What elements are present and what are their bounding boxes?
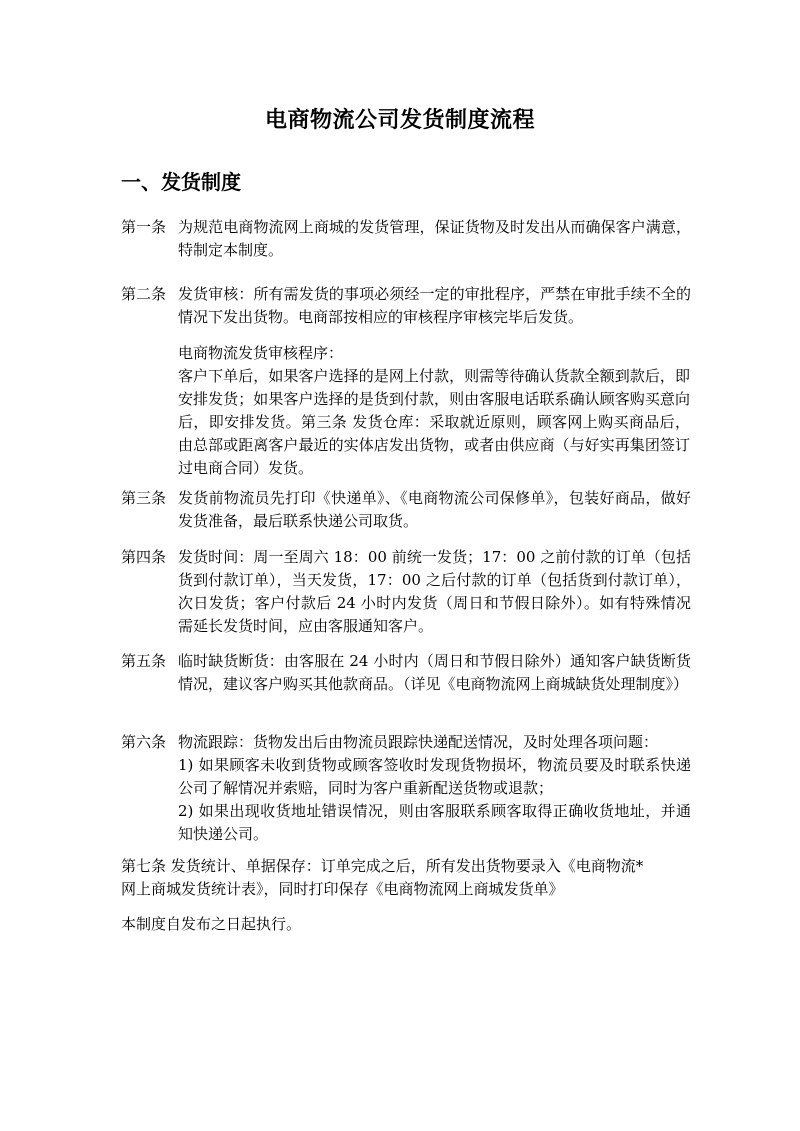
article-6	[121, 731, 691, 846]
article-content: 发货审核：所有需发货的事项必须经一定的审批程序，严禁在审批手续不全的情况下发出货物。电商部按相应的审核程序审核完毕后发货。	[178, 285, 691, 326]
article-number: 第五条	[121, 652, 167, 670]
review-procedure-text: 客户下单后，如果客户选择的是网上付款，则需等待确认货款全额到款后，即安排发货；如果客户选择的是货到付款，则由客服电话联系确认顾客购买意向后，即安排发货。第三条 发货仓库：采取就近原则，顾客网上购买商品后，由总部或距离客户最近的实体店发出货物，或者由供应商（与好实再集团签订过电商合同）发货。	[178, 367, 690, 477]
article-5	[121, 650, 691, 696]
tracking-item: 1) 如果顾客未收到货物或顾客签收时发现货物损坏，物流员要及时联系快递公司了解情况并索赔，同时为客户重新配送货物或退款；	[178, 756, 691, 797]
article-number: 第六条	[121, 733, 167, 751]
page-title: 电商物流公司发货制度流程	[264, 107, 535, 133]
article-content: 发货前物流员先打印《快递单》、《电商物流公司保修单》，包装好商品，做好发货准备，最后联系快递公司取货。	[178, 489, 691, 530]
closing-statement: 本制度自发布之日起执行。	[121, 915, 302, 933]
article-7-line: 网上商城发货统计表》，同时打印保存《电商物流网上商城发货单》	[121, 880, 564, 898]
article-7-line: 第七条 发货统计、单据保存：订单完成之后，所有发出货物要录入《电商物流*	[121, 857, 644, 875]
tracking-intro: 物流跟踪：货物发出后由物流员跟踪快递配送情况，及时处理各项问题：	[178, 733, 659, 751]
article-content: 临时缺货断货：由客服在 24 小时内（周日和节假日除外）通知客户缺货断货情况，建议客户购买其他款商品。（详见《电商物流网上商城缺货处理制度》）	[178, 652, 691, 693]
tracking-item: 2) 如果出现收货地址错误情况，则由客服联系顾客取得正确收货地址，并通知快递公司。	[178, 802, 691, 843]
article-number: 第二条	[121, 285, 167, 303]
article-2	[121, 283, 691, 329]
article-content: 发货时间：周一至周六 18：00 前统一发货；17：00 之前付款的订单（包括货到付款订单），当天发货，17：00 之后付款的订单（包括货到付款订单），次日发货；客户付款后 24 小时内发货（周日和节假日除外）。如有特殊情况需延长发货时间，应由客服通知客户。	[178, 548, 691, 635]
article-number: 第一条	[121, 218, 167, 236]
section-heading: 一、发货制度	[121, 170, 241, 194]
article-1	[121, 216, 691, 262]
article-content: 为规范电商物流网上商城的发货管理，保证货物及时发出从而确保客户满意，特制定本制度。	[178, 218, 691, 259]
article-7	[121, 855, 691, 901]
article-3	[121, 487, 691, 533]
article-number: 第三条	[121, 489, 167, 507]
article-4	[121, 546, 691, 638]
article-number: 第四条	[121, 548, 167, 566]
review-procedure-heading: 电商物流发货审核程序：	[178, 344, 344, 362]
article-content	[178, 731, 691, 846]
review-procedure	[178, 342, 690, 480]
